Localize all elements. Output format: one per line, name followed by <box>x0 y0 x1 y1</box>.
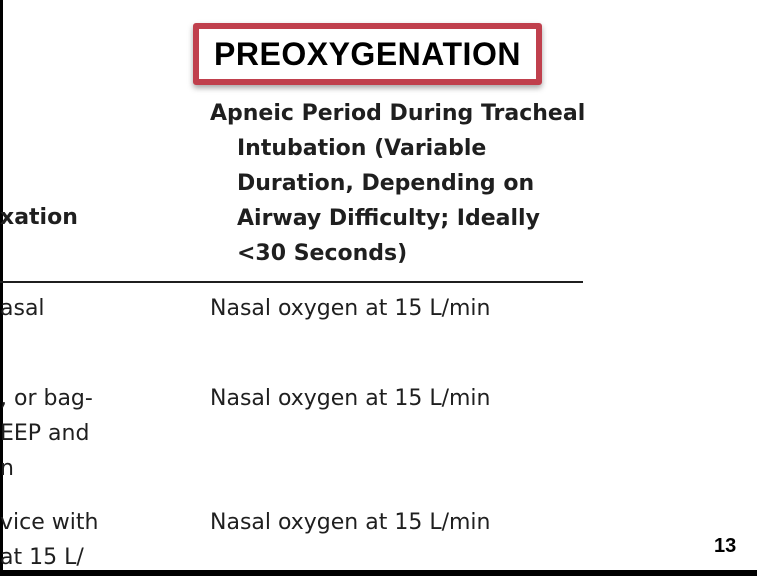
slide-title: PREOXYGENATION <box>214 35 521 72</box>
row-3-right-cell: Nasal oxygen at 15 L/min <box>210 510 491 535</box>
row-1-right-cell: Nasal oxygen at 15 L/min <box>210 296 491 321</box>
page-number: 13 <box>714 535 737 557</box>
right-header-line-2: Intubation (Variable <box>237 136 487 161</box>
right-header-line-5: <30 Seconds) <box>237 241 408 266</box>
bottom-frame-border <box>0 570 757 576</box>
row-2-left-line-3: n <box>0 456 14 481</box>
right-header-line-3: Duration, Depending on <box>237 171 535 196</box>
row-3-left-line-1: vice with <box>0 510 99 535</box>
right-header-line-1: Apneic Period During Tracheal <box>210 101 586 126</box>
row-3-left-line-2: at 15 L/ <box>0 545 84 570</box>
row-1-left-line-1: asal <box>0 296 45 321</box>
header-divider <box>0 281 583 283</box>
row-2-left-line-1: , or bag- <box>0 386 93 411</box>
left-column-header: xation <box>0 205 78 230</box>
left-frame-border <box>0 0 3 576</box>
right-header-line-4: Airway Difficulty; Ideally <box>237 206 540 231</box>
title-box <box>193 23 542 85</box>
row-2-left-line-2: EEP and <box>0 421 90 446</box>
row-2-right-cell: Nasal oxygen at 15 L/min <box>210 386 491 411</box>
